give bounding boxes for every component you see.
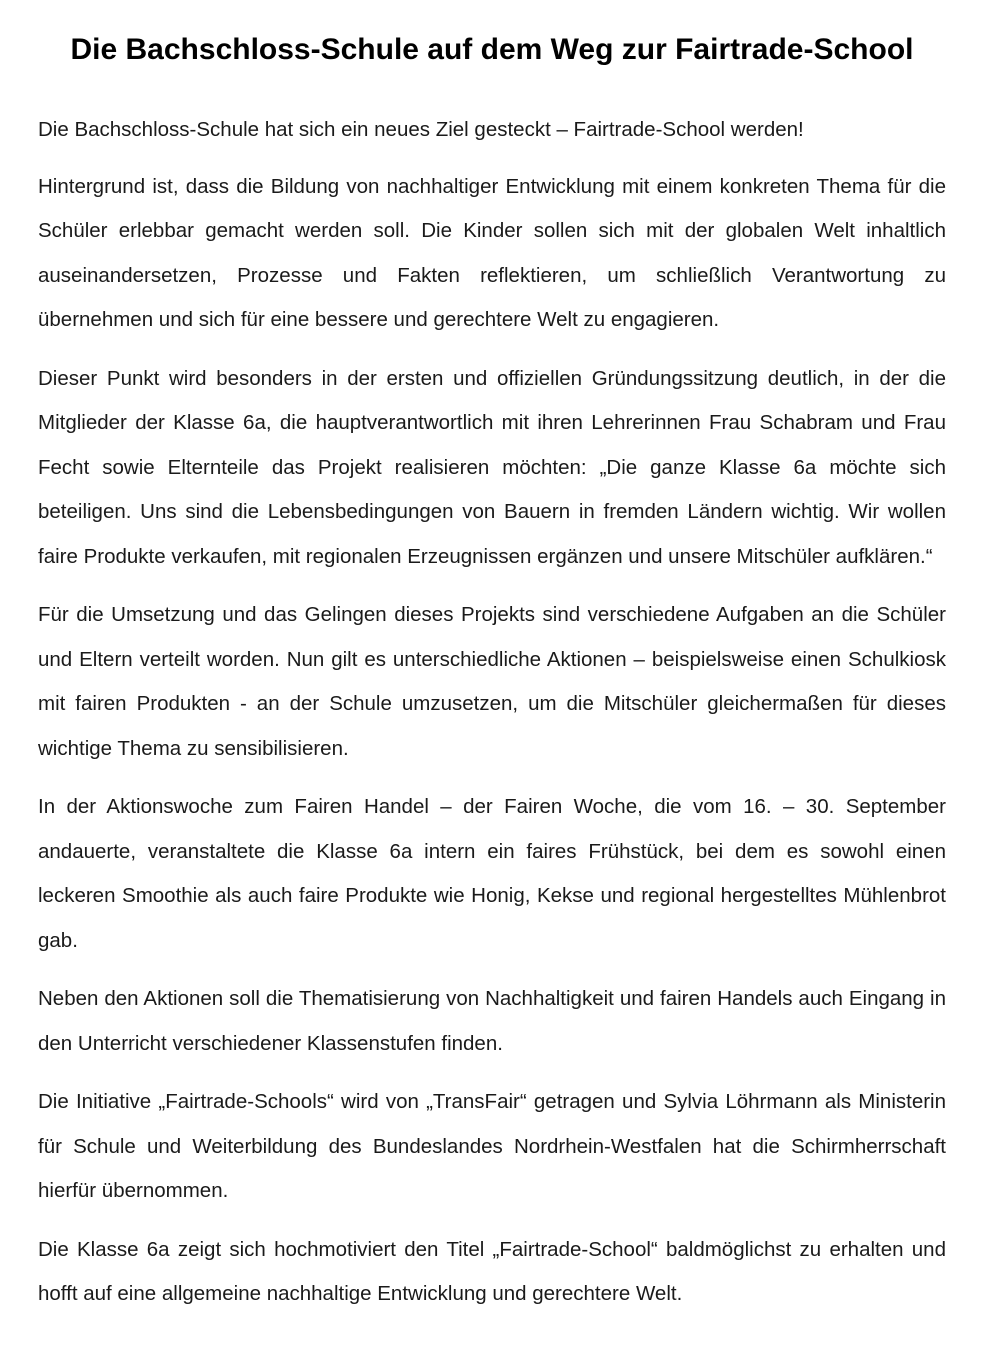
paragraph-intro: Die Bachschloss-Schule hat sich ein neues Ziel gesteckt – Fairtrade-School werden!: [38, 118, 804, 141]
paragraph-implementation: Für die Umsetzung und das Gelingen dieses Projekts sind verschiedene Aufgaben an die Schüler und Eltern verteilt worden. Nun gilt es unterschiedliche Aktionen – beispielsweise einen Schulkiosk mit fairen Produkten - an der Schule umzusetzen, um die Mitschüler gleichermaßen für dieses wichtige Thema zu sensibilisieren.: [38, 603, 946, 760]
paragraph-action-week: In der Aktionswoche zum Fairen Handel – der Fairen Woche, die vom 16. – 30. September andauerte, veranstaltete die Klasse 6a intern ein faires Frühstück, bei dem es sowohl einen leckeren Smoothie als auch faire Produkte wie Honig, Kekse und regional hergestelltes Mühlenbrot gab.: [38, 795, 946, 952]
paragraph-initiative: Die Initiative „Fairtrade-Schools“ wird von „TransFair“ getragen und Sylvia Löhrmann als Ministerin für Schule und Weiterbildung des Bundeslandes Nordrhein-Westfalen hat die Schirmherrschaft hierfür übernommen.: [38, 1090, 946, 1202]
document-title: Die Bachschloss-Schule auf dem Weg zur Fairtrade-School: [70, 33, 914, 66]
paragraph-background: Hintergrund ist, dass die Bildung von nachhaltiger Entwicklung mit einem konkreten Thema für die Schüler erlebbar gemacht werden soll. Die Kinder sollen sich mit der globalen Welt inhaltlich auseinandersetzen, Prozesse und Fakten reflektieren, um schließlich Verantwortung zu übernehmen und sich für eine bessere und gerechtere Welt zu engagieren.: [38, 174, 946, 331]
paragraph-conclusion: Die Klasse 6a zeigt sich hochmotiviert den Titel „Fairtrade-School“ baldmöglichst zu erhalten und hofft auf eine allgemeine nachhaltige Entwicklung und gerechtere Welt.: [38, 1237, 946, 1305]
paragraph-founding-meeting: Dieser Punkt wird besonders in der ersten und offiziellen Gründungssitzung deutlich, in der die Mitglieder der Klasse 6a, die hauptverantwortlich mit ihren Lehrerinnen Frau Schabram und Frau Fecht sowie Elternteile das Projekt realisieren möchten: „Die ganze Klasse 6a möchte sich beteiligen. Uns sind die Lebensbedingungen von Bauern in fremden Ländern wichtig. Wir wollen faire Produkte verkaufen, mit regionalen Erzeugnissen ergänzen und unsere Mitschüler aufklären.“: [38, 366, 946, 568]
paragraph-curriculum: Neben den Aktionen soll die Thematisierung von Nachhaltigkeit und fairen Handels auch Eingang in den Unterricht verschiedener Klassenstufen finden.: [38, 987, 946, 1055]
